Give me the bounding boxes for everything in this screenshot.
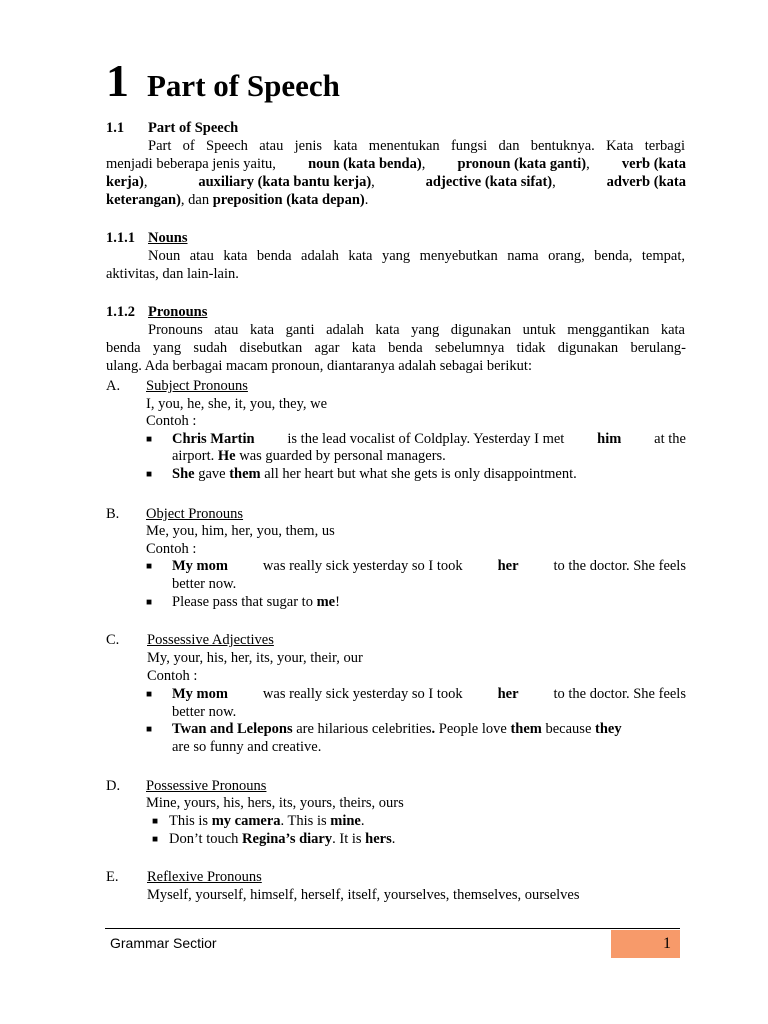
example-line (172, 594, 340, 611)
list-title: Subject Pronouns (146, 378, 248, 394)
bullet-icon: ■ (146, 469, 153, 480)
comma: , (371, 174, 375, 190)
term-kerja: kerja) (106, 174, 144, 190)
example-line (172, 431, 686, 448)
text-bold: . (431, 721, 436, 737)
paragraph-line (106, 174, 686, 191)
text-bold: him (597, 431, 622, 447)
section-number: 1.1 (106, 120, 125, 136)
example-line (172, 558, 686, 575)
example-line (172, 466, 577, 483)
text: all her heart but what she gets is only disappointment. (260, 466, 577, 482)
pronoun-list: Mine, yours, his, hers, its, yours, theirs, ours (146, 795, 404, 811)
term-adverb: adverb (kata (606, 174, 686, 190)
pronoun-list: I, you, he, she, it, you, they, we (146, 396, 328, 412)
term-adjective: adjective (kata sifat) (425, 174, 553, 190)
bullet-icon: ■ (146, 597, 153, 608)
example-line: better now. (172, 576, 237, 592)
bullet-icon: ■ (146, 724, 153, 735)
text-bold: He (217, 448, 236, 464)
bullet-icon: ■ (146, 689, 153, 700)
term-auxiliary: auxiliary (kata bantu kerja) (198, 174, 372, 190)
term-keterangan: keterangan) (106, 192, 181, 208)
text: , dan (180, 192, 213, 208)
text-bold: mine (330, 813, 361, 829)
footer-section-label: Grammar Sectior (110, 935, 217, 951)
text: is the lead vocalist of Coldplay. Yesterday I met (283, 431, 568, 447)
text: to the doctor. She feels (549, 558, 686, 574)
text: was really sick yesterday so I took (259, 558, 467, 574)
paragraph-line: aktivitas, dan lain-lain. (106, 266, 239, 282)
example-line: better now. (172, 704, 237, 720)
footer-divider (105, 928, 680, 929)
text-bold: them (510, 721, 542, 737)
text-bold: Chris Martin (172, 431, 255, 447)
example-line (172, 448, 446, 465)
paragraph-line: Noun atau kata benda adalah kata yang menyebutkan nama orang, benda, tempat, (148, 248, 685, 264)
text-bold: My mom (172, 686, 228, 702)
list-letter: A. (106, 378, 121, 394)
list-title: Possessive Pronouns (146, 778, 267, 794)
bullet-icon: ■ (146, 561, 153, 572)
example-line (172, 686, 686, 703)
comma: , (143, 174, 148, 190)
paragraph-line: Pronouns atau kata ganti adalah kata yang digunakan untuk menggantikan kata (148, 322, 685, 338)
text: to the doctor. She feels (549, 686, 686, 702)
example-line (169, 813, 364, 830)
example-line (172, 721, 686, 738)
text-bold: her (497, 558, 519, 574)
comma: , (552, 174, 556, 190)
term-noun: noun (kata benda) (308, 156, 422, 172)
bullet-icon: ■ (146, 434, 153, 445)
text: This is (169, 813, 212, 829)
text: was guarded by personal managers. (235, 448, 446, 464)
text: at the (650, 431, 686, 447)
text-bold: Twan and Lelepons (172, 721, 293, 737)
text: People love (435, 721, 511, 737)
example-line (169, 831, 395, 848)
chapter-number: 1 (106, 55, 129, 106)
term-pronoun: pronoun (kata ganti) (457, 156, 587, 172)
chapter-title: Part of Speech (147, 68, 340, 103)
text: menjadi beberapa jenis yaitu, (106, 156, 276, 172)
text-bold: Regina’s diary (242, 831, 333, 847)
pronoun-list: Myself, yourself, himself, herself, itself, yourselves, themselves, ourselves (147, 887, 580, 903)
example-line: are so funny and creative. (172, 739, 322, 755)
text: gave (194, 466, 230, 482)
contoh-label: Contoh : (146, 541, 197, 557)
list-letter: B. (106, 506, 120, 522)
text-bold: My mom (172, 558, 228, 574)
text-bold: they (595, 721, 622, 737)
bullet-icon: ■ (152, 816, 159, 827)
subsection-title: Nouns (148, 230, 188, 246)
subsection-title: Pronouns (148, 304, 208, 320)
text: Please pass that sugar to (172, 594, 317, 610)
list-letter: D. (106, 778, 121, 794)
paragraph-line: keterangan), dan preposition (kata depan). (106, 192, 369, 208)
pronoun-list: My, your, his, her, its, your, their, our (147, 650, 363, 666)
text: . (391, 831, 396, 847)
text: are hilarious celebrities (292, 721, 432, 737)
list-title: Possessive Adjectives (147, 632, 274, 648)
list-letter: C. (106, 632, 120, 648)
text-bold: She (172, 466, 195, 482)
text: . This is (280, 813, 331, 829)
comma: , (586, 156, 590, 172)
list-letter: E. (106, 869, 119, 885)
contoh-label: Contoh : (146, 413, 197, 429)
term-verb: verb (kata (621, 156, 686, 172)
paragraph-line: Part of Speech atau jenis kata menentukan fungsi dan bentuknya. Kata terbagi (148, 138, 685, 154)
text: because (541, 721, 596, 737)
text: . (360, 813, 365, 829)
text-bold: them (229, 466, 261, 482)
pronoun-list: Me, you, him, her, you, them, us (146, 523, 335, 539)
paragraph-line: benda yang sudah disebutkan agar kata benda sebelumnya tidak digunakan berulang- (106, 340, 686, 356)
term-preposition: preposition (kata depan) (212, 192, 365, 208)
text: was really sick yesterday so I took (259, 686, 467, 702)
text: Don’t touch (169, 831, 243, 847)
list-title: Object Pronouns (146, 506, 244, 522)
text-bold: her (497, 686, 519, 702)
text: airport. (172, 448, 218, 464)
text: . It is (332, 831, 366, 847)
bullet-icon: ■ (152, 834, 159, 845)
contoh-label: Contoh : (147, 668, 198, 684)
paragraph-line (106, 156, 686, 173)
paragraph-line: ulang. Ada berbagai macam pronoun, diantaranya adalah sebagai berikut: (106, 358, 532, 374)
subsection-number: 1.1.1 (106, 230, 135, 246)
section-title: Part of Speech (148, 120, 239, 136)
subsection-number: 1.1.2 (106, 304, 135, 320)
list-title: Reflexive Pronouns (147, 869, 262, 885)
text-bold: my camera (211, 813, 281, 829)
comma: , (421, 156, 426, 172)
page-number: 1 (663, 935, 671, 952)
text: ! (335, 594, 340, 610)
text-bold: hers (365, 831, 392, 847)
text-bold: me (316, 594, 336, 610)
